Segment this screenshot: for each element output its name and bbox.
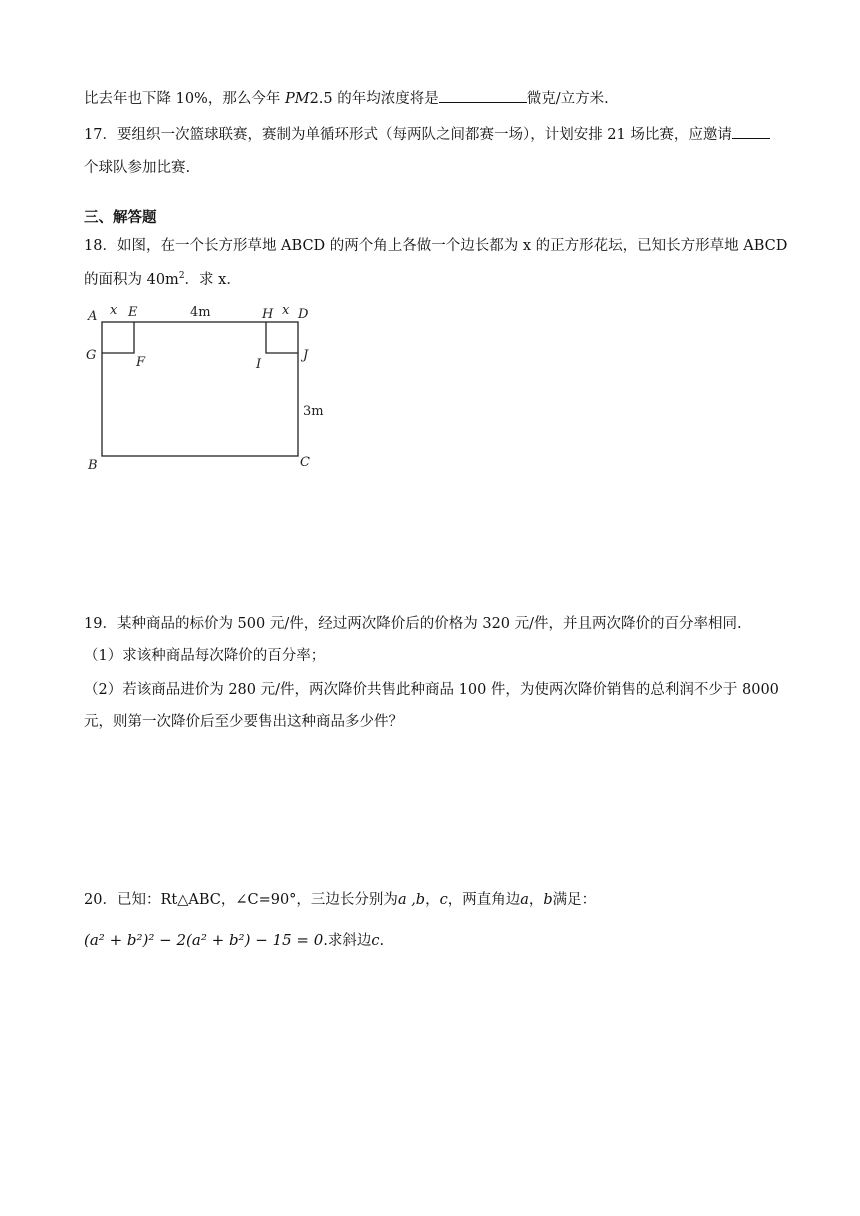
q20-vars: a ,b [397,892,426,908]
section-heading: 三、解答题 [84,209,157,226]
q16-text1: 比去年也下降 10%，那么今年 [84,91,285,107]
q18-line1: 18．如图，在一个长方形草地 ABCD 的两个角上各做一个边长都为 x 的正方形花坛，已知长方形草地 ABCD [84,238,788,254]
q18-line2-b: ．求 x． [184,272,241,288]
q16-tail-line [84,88,609,109]
label-a: A [88,309,98,324]
q18-line2-sup: 2 [178,271,185,282]
q20-var-c2: c [371,933,380,949]
label-side-length: 3m [303,404,324,419]
q20-text3: ，两直角边 [447,892,521,908]
q16-text2: 2.5 的年均浓度将是 [309,91,439,107]
q18-line2-a: 的面积为 40m [84,272,179,288]
right-square [266,322,298,353]
label-h: H [262,307,274,322]
q20-text7: . [379,933,385,949]
q19-line4: 元，则第一次降价后至少要售出这种商品多少件？ [84,714,403,730]
q16-pm: PM [284,91,310,107]
q19-line3: （2）若该商品进价为 280 元/件，两次降价共售此种商品 100 件，为使两次降价销售的总利润不少于 8000 [84,682,779,698]
q20-var-c: c [439,892,448,908]
q20-equation: (a² + b²)² − 2(a² + b²) − 15 = 0 [84,931,324,949]
q17-text1: 17．要组织一次篮球联赛，赛制为单循环形式（每两队之间都赛一场），计划安排 21 场比赛，应邀请 [84,127,732,143]
label-j: J [303,348,309,363]
q17-line2: 个球队参加比赛. [84,160,191,176]
q17-answer-blank [732,124,770,139]
q20-text1: 20．已知：Rt△ABC，∠C=90°，三边长分别为 [84,892,398,908]
label-d: D [298,307,309,322]
q20-line2 [84,930,384,951]
label-x-left: x [110,303,118,318]
label-x-right: x [282,303,290,318]
q16-text3: 微克/立方米. [526,91,609,107]
label-f: F [136,355,146,370]
q20-text4: ， [528,892,544,908]
left-square [102,322,134,353]
rectangle-figure [80,298,340,478]
rectangle-abcd [102,322,298,456]
q19-line1: 19．某种商品的标价为 500 元/件，经过两次降价后的价格为 320 元/件，并且两次降价的百分率相同. [84,616,742,632]
label-b: B [88,458,98,473]
label-c: C [300,455,310,470]
q20-text5: 满足： [552,892,597,908]
q18-line2 [84,270,241,290]
q20-text2: ， [425,892,440,908]
q19-line2: （1）求该种商品每次降价的百分率； [84,648,326,664]
label-i: I [256,357,262,372]
label-e: E [128,305,138,320]
label-top-length: 4m [190,305,211,320]
q17-line1 [84,124,770,145]
q20-text6: .求斜边 [323,933,372,949]
q20-var-a: a [520,892,529,908]
q20-var-b: b [543,892,553,908]
label-g: G [86,348,97,363]
q16-answer-blank [439,88,527,103]
q20-line1 [84,890,596,910]
